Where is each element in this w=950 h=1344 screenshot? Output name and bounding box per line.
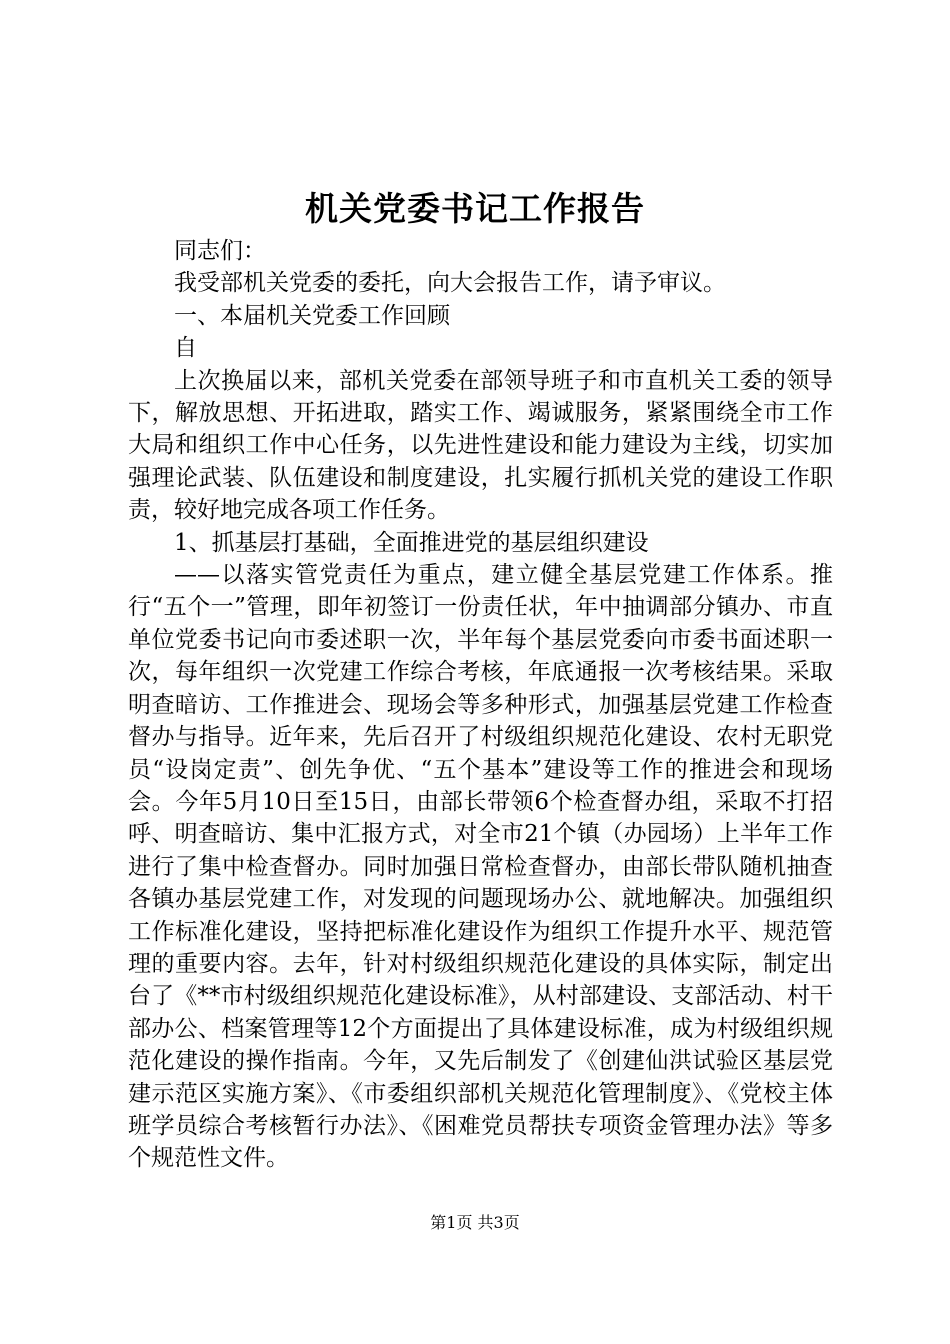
document-body [128,235,833,1175]
paragraph-detail: ——以落实管党责任为重点，建立健全基层党建工作体系。推行“五个一”管理，即年初签订一份责任状，年中抽调部分镇办、市直单位党委书记向市委述职一次，半年每个基层党委向市委书面述职一次，每年组织一次党建工作综合考核，年底通报一次考核结果。采取明查暗访、工作推进会、现场会等多种形式，加强基层党建工作检查督办与指导。近年来，先后召开了村级组织规范化建设、农村无职党员“设岗定责”、创先争优、“五个基本”建设等工作的推进会和现场会。今年5月10日至15日，由部长带领6个检查督办组，采取不打招呼、明查暗访、集中汇报方式，对全市21个镇（办园场）上半年工作进行了集中检查督办。同时加强日常检查督办，由部长带队随机抽查各镇办基层党建工作，对发现的问题现场办公、就地解决。加强组织工作标准化建设，坚持把标准化建设作为组织工作提升水平、规范管理的重要内容。去年，针对村级组织规范化建设的具体实际，制定出台了《**市村级组织规范化建设标准》，从村部建设、支部活动、村干部办公、档案管理等12个方面提出了具体建设标准，成为村级组织规范化建设的操作指南。今年，又先后制发了《创建仙洪试验区基层党建示范区实施方案》、《市委组织部机关规范化管理制度》、《党校主体班学员综合考核暂行办法》、《困难党员帮扶专项资金管理办法》等多个规范性文件。 [128,562,833,1172]
paragraph-salutation: 同志们： [174,238,266,264]
section-heading-1: 一、本届机关党委工作回顾 [174,302,450,329]
subsection-heading-1: 1、抓基层打基础，全面推进党的基层组织建设 [174,529,649,556]
paragraph-fragment: 自 [174,335,197,362]
paragraph-intro: 我受部机关党委的委托，向大会报告工作，请予审议。 [174,270,726,297]
paragraph-overview: 上次换届以来，部机关党委在部领导班子和市直机关工委的领导下，解放思想、开拓进取，踏实工作、竭诚服务，紧紧围绕全市工作大局和组织工作中心任务，以先进性建设和能力建设为主线，切实加强理论武装、队伍建设和制度建设，扎实履行抓机关党的建设工作职责，较好地完成各项工作任务。 [128,367,833,524]
document-title: 机关党委书记工作报告 [305,189,645,228]
page-footer: 第1页 共3页 [430,1213,520,1232]
